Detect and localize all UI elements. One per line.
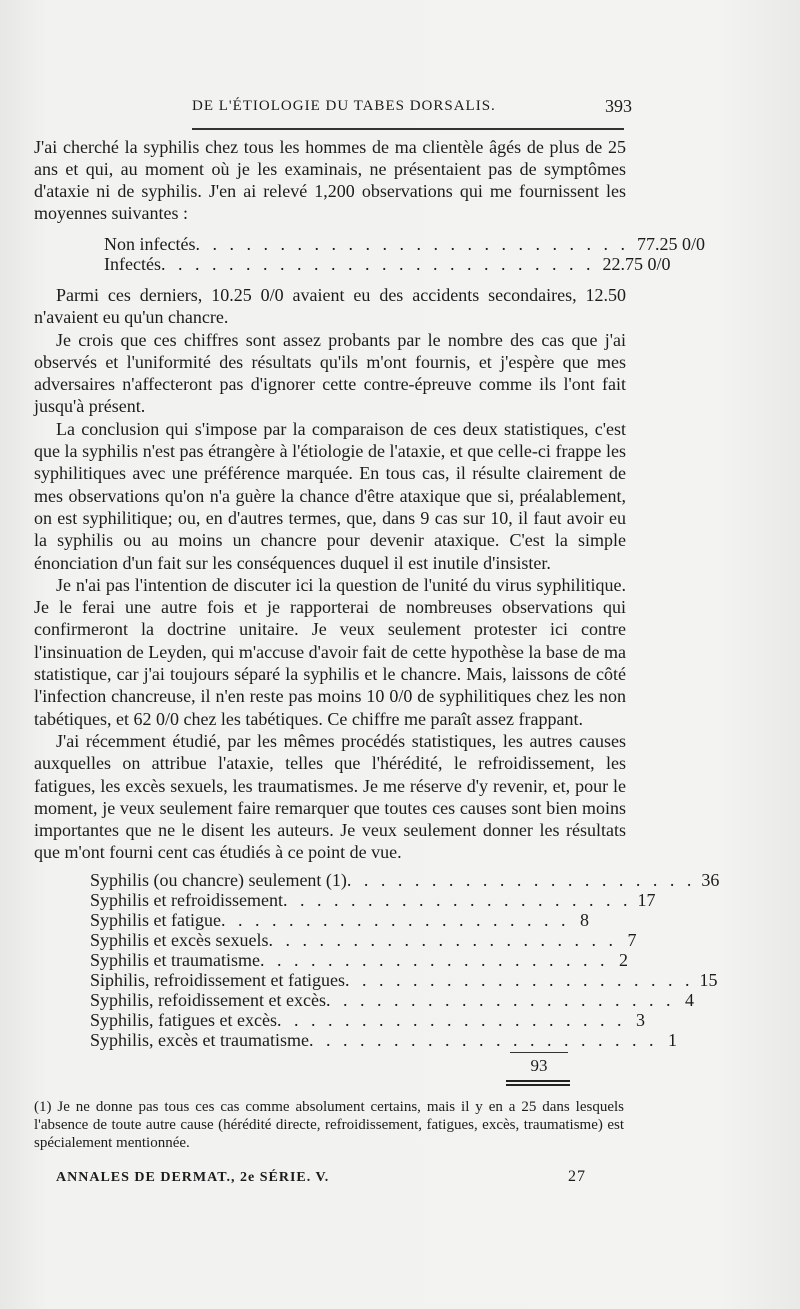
table-total: 93	[530, 1056, 548, 1075]
table-row	[90, 1010, 645, 1030]
header-rule	[192, 128, 624, 130]
causes-table	[90, 870, 720, 1050]
leader-dots: . . . . . . . . . . . . . . . . . . . . . . . . . .	[195, 234, 629, 254]
table-row	[104, 254, 671, 274]
paragraph-2: Parmi ces derniers, 10.25 0/0 avaient eu des accidents secondaires, 12.50 n'avaient eu qu'un chancre.	[34, 285, 626, 328]
page-number: 393	[605, 96, 632, 116]
leader-dots: . . . . . . . . . . . . . . . . . . . . .	[220, 910, 570, 930]
leader-dots: . . . . . . . . . . . . . . . . . . . . .	[276, 1010, 626, 1030]
table-row	[90, 990, 694, 1010]
table-row	[90, 870, 720, 890]
journal-signature: ANNALES DE DERMAT., 2e SÉRIE. V.	[56, 1170, 330, 1185]
leader-dots: . . . . . . . . . . . . . . . . . . . . .	[346, 870, 696, 890]
opening-paragraph-block	[34, 136, 626, 224]
row-label: Syphilis et traumatisme	[90, 950, 260, 970]
total-double-rule-top	[506, 1080, 570, 1082]
row-value: 22.75 0/0	[602, 254, 671, 274]
gathering-signature: 27	[568, 1168, 586, 1185]
row-value: 3	[635, 1010, 645, 1030]
table-row	[90, 930, 637, 950]
row-label: Syphilis (ou chancre) seulement (1)	[90, 870, 347, 890]
table-row	[90, 970, 718, 990]
paragraph-6: J'ai récemment étudié, par les mêmes procédés statistiques, les autres causes auxquelles on attribue l'ataxie, telles que l'hérédité, le refroidissement, les fatigues, les excès sexuels, les traumatismes. Je me réserve d'y revenir, et, pour le moment, je veux seulement faire remarquer que toutes ces causes sont bien moins importantes que ne le disent les auteurs. Je veux seulement donner les résultats que m'ont fourni cent cas étudiés à ce point de vue.	[34, 730, 626, 863]
leader-dots: . . . . . . . . . . . . . . . . . . . . .	[259, 950, 609, 970]
row-label: Infectés	[104, 254, 161, 274]
footnote	[34, 1098, 624, 1152]
leader-dots: . . . . . . . . . . . . . . . . . . . . .	[325, 990, 675, 1010]
running-header	[192, 96, 632, 118]
row-value: 1	[667, 1030, 677, 1050]
row-label: Syphilis, refoidissement et excès	[90, 990, 326, 1010]
row-label: Non infectés	[104, 234, 196, 254]
sum-rule	[510, 1052, 568, 1053]
main-text-block	[34, 284, 626, 864]
row-value: 4	[684, 990, 694, 1010]
table-row	[90, 950, 628, 970]
row-label: Syphilis et excès sexuels	[90, 930, 269, 950]
row-value: 15	[699, 970, 718, 990]
infection-averages-table	[104, 234, 705, 274]
footnote-text: (1) Je ne donne pas tous ces cas comme absolument certains, mais il y en a 25 dans lesquels l'absence de toute autre cause (hérédité directe, refroidissement, fatigues, excès, traumatisme) est spécialement mentionnée.	[34, 1099, 624, 1151]
running-title: DE L'ÉTIOLOGIE DU TABES DORSALIS.	[192, 98, 496, 114]
row-value: 8	[579, 910, 589, 930]
table-row	[90, 910, 589, 930]
total-double-rule-bottom	[506, 1084, 570, 1086]
row-value: 7	[627, 930, 637, 950]
page-footer	[56, 1168, 586, 1190]
row-label: Syphilis, fatigues et excès	[90, 1010, 277, 1030]
table-row	[90, 890, 656, 910]
leader-dots: . . . . . . . . . . . . . . . . . . . . . . . . . .	[160, 254, 595, 274]
leader-dots: . . . . . . . . . . . . . . . . . . . . .	[344, 970, 694, 990]
row-value: 77.25 0/0	[636, 234, 705, 254]
table-row	[104, 234, 705, 254]
leader-dots: . . . . . . . . . . . . . . . . . . . . .	[308, 1030, 658, 1050]
leader-dots: . . . . . . . . . . . . . . . . . . . . .	[268, 930, 617, 950]
paragraph-3: Je crois que ces chiffres sont assez probants par le nombre des cas que j'ai observés et l'uniformité des résultats qu'ils m'ont fournis, et j'espère que mes adversaires n'affecteront pas d'ignorer cette contre-épreuve comme ils l'ont fait jusqu'à présent.	[34, 329, 626, 417]
row-label: Siphilis, refroidissement et fatigues	[90, 970, 345, 990]
table-row	[90, 1030, 677, 1050]
paragraph-5: Je n'ai pas l'intention de discuter ici la question de l'unité du virus syphilitique. Je le ferai une autre fois et je rapporterai de nombreuses observations qui confirmeront la doctrine unitaire. Je veux seulement protester ici contre l'insinuation de Leyden, qui m'accuse d'avoir fait de cette hypothèse la base de ma statistique, car j'ai toujours séparé la syphilis et le chancre. Mais, laissons de côté l'infection chancreuse, il n'en reste pas moins 10 0/0 de syphilitiques chez les non tabétiques, et 62 0/0 chez les tabétiques. Ce chiffre me paraît assez frappant.	[34, 574, 626, 729]
row-value: 2	[618, 950, 628, 970]
leader-dots: . . . . . . . . . . . . . . . . . . . . .	[282, 890, 632, 910]
row-value: 36	[701, 870, 720, 890]
row-label: Syphilis et refroidissement	[90, 890, 283, 910]
paragraph-1: J'ai cherché la syphilis chez tous les hommes de ma clientèle âgés de plus de 25 ans et qui, au moment où je les examinais, ne présentaient pas de symptômes d'ataxie ni de syphilis. J'en ai relevé 1,200 observations qui me fournissent les moyennes suivantes :	[34, 137, 626, 223]
paragraph-4: La conclusion qui s'impose par la comparaison de ces deux statistiques, c'est que la syphilis n'est pas étrangère à l'étiologie de l'ataxie, et que celle-ci frappe les syphilitiques avec une préférence marquée. En tous cas, il résulte clairement de mes observations qu'on n'a guère la chance d'être ataxique que si, préalablement, on est syphilitique; ou, en d'autres termes, que, dans 9 cas sur 10, il faut avoir eu la syphilis ou au moins un chancre pour devenir ataxique. C'est la simple énonciation d'un fait sur les conséquences duquel il est inutile d'insister.	[34, 418, 626, 573]
row-value: 17	[637, 890, 656, 910]
row-label: Syphilis, excès et traumatisme	[90, 1030, 309, 1050]
row-label: Syphilis et fatigue	[90, 910, 221, 930]
